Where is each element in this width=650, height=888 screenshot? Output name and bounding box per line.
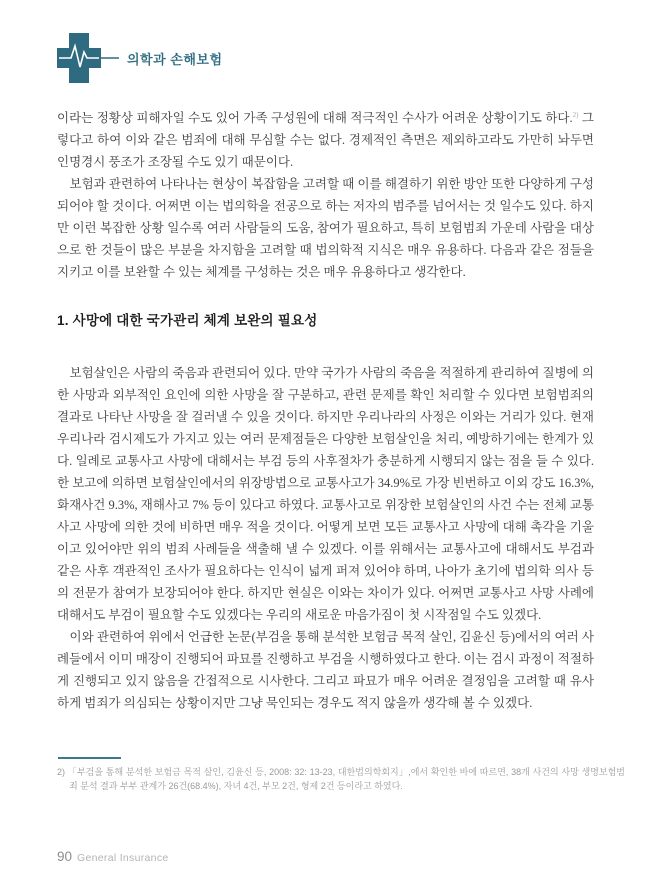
footnote-divider	[58, 757, 121, 759]
page-footer	[57, 849, 169, 864]
paragraph-1-text-continued: 그렇다고 하여 이와 같은 범죄에 대해 무심할 수는 없다. 경제적인 측면은 제외하고라도 가만히 놔두면 인명경시 풍조가 조장될 수도 있기 때문이다.	[57, 111, 594, 169]
paragraph-4: 이와 관련하여 위에서 언급한 논문(부검을 통해 분석한 보험금 목적 살인, 김윤신 등)에서의 여러 사례들에서 이미 매장이 진행되어 파묘를 진행하고 부검을 시행하였다고 한다. 이는 검시 과정이 적절하게 진행되고 있지 않음을 간접적으로 시사한다. 그리고 파묘가 매우 어려운 결정임을 고려할 때 유사하게 범죄가 의심되는 상황이지만 그냥 묵인되는 경우도 적지 않을까 생각해 볼 수 있겠다.	[57, 630, 594, 710]
brand-title: 의학과 손해보험	[127, 51, 223, 67]
footer-label: General Insurance	[77, 852, 169, 864]
medical-cross-heartbeat-icon	[57, 33, 121, 83]
paragraph-3: 보험살인은 사람의 죽음과 관련되어 있다. 만약 국가가 사람의 죽음을 적절하게 관리하여 질병에 의한 사망과 외부적인 요인에 의한 사망을 잘 구분하고, 관련 문제를 확인 처리할 수 있다면 보험범죄의 결과로 나타난 사망을 잘 걸러낼 수 있을 것이다. 하지만 우리나라의 사정은 이와는 거리가 있다. 현재 우리나라 검시제도가 가지고 있는 여러 문제점들은 다양한 보험살인을 처리, 예방하기에는 한계가 있다. 일례로 교통사고 사망에 대해서는 부검 등의 사후절차가 충분하게 시행되지 않는 점을 들 수 있다. 한 보고에 의하면 보험살인에서의 위장방법으로 교통사고가 34.9%로 가장 빈번하고 이외 강도 16.3%, 화재사건 9.3%, 재해사고 7% 등이 있다고 하였다. 교통사고로 위장한 보험살인의 사건 수는 전체 교통사고 사망에 의한 것에 비하면 매우 적을 것이다. 어떻게 보면 모든 교통사고 사망에 대해 촉각을 기울이고 있어야만 위의 범죄 사례들을 색출해 낼 수 있겠다. 이를 위해서는 교통사고에 대해서도 부검과 같은 사후 객관적인 조사가 필요하다는 인식이 넓게 퍼져 있어야 하며, 나아가 초기에 법의학 의사 등의 전문가 참여가 보장되어야 한다. 하지만 현실은 이와는 차이가 있다. 어쩌면 교통사고 사망 사례에 대해서도 부검이 필요할 수도 있겠다는 우리의 새로운 마음가짐이 첫 시작점일 수도 있겠다.	[57, 366, 594, 622]
page-number: 90	[57, 849, 73, 864]
footnote-reference-mark: 2)	[572, 110, 579, 119]
document-body	[57, 107, 594, 714]
paragraph-1	[57, 107, 594, 173]
section-1-heading: 1. 사망에 대한 국가관리 체계 보완의 필요성	[57, 313, 318, 328]
footnote-text: 2) 「부검을 통해 분석한 보험금 목적 살인, 김윤신 등, 2008: 32: 13-23, 대한법의학회지」,에서 확인한 바에 따르면, 38개 사건의 사망 생명보험범죄 분석 결과 부부 관계가 26건(68.4%), 자녀 4건, 부모 2건, 형제 2건 등이라고 하였다.	[57, 767, 625, 791]
paragraph-1-text: 이라는 정황상 피해자일 수도 있어 가족 구성원에 대해 적극적인 수사가 어려운 상황이기도 하다.	[57, 111, 573, 125]
page-header	[57, 33, 223, 83]
paragraph-2: 보험과 관련하여 나타나는 현상이 복잡함을 고려할 때 이를 해결하기 위한 방안 또한 다양하게 구성되어야 할 것이다. 어쩌면 이는 법의학을 전공으로 하는 저자의 범주를 넘어서는 것 일수도 있다. 하지만 이런 복잡한 상황 일수록 여러 사람들의 도움, 참여가 필요하고, 특히 보험범죄 가운데 사람을 대상으로 한 것들이 많은 부분을 차지함을 고려할 때 법의학적 지식은 매우 유용하다. 다음과 같은 점들을 지키고 이를 보완할 수 있는 체계를 구성하는 것은 매우 유용하다고 생각한다.	[57, 177, 594, 279]
